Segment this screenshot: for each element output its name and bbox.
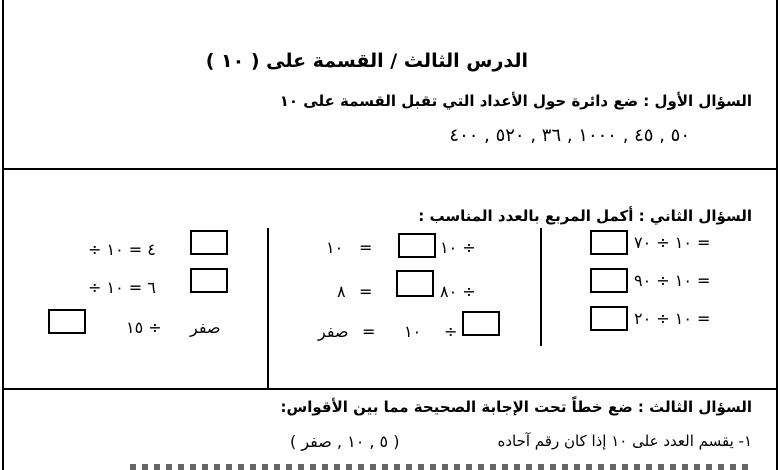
- equation-middle-3-eq: =: [362, 322, 376, 341]
- equation-right-1: = ١٠ ÷ ٧٠: [634, 233, 711, 252]
- column-separator-left: [267, 228, 269, 388]
- answer-box[interactable]: [48, 309, 86, 334]
- equation-left-3-div: ÷ ١٥: [126, 318, 162, 337]
- top-divider: [2, 168, 778, 170]
- answer-box[interactable]: [462, 311, 500, 336]
- question-3-item-1: ١- يقسم العدد على ١٠ إذا كان رقم آحاده: [497, 432, 752, 450]
- left-border: [2, 0, 4, 470]
- equation-middle-1-result: ١٠: [326, 238, 344, 257]
- answer-box[interactable]: [398, 233, 436, 258]
- answer-box[interactable]: [396, 270, 434, 297]
- equation-middle-2-div: ÷ ٨٠: [440, 282, 476, 301]
- answer-box[interactable]: [590, 268, 628, 293]
- equation-middle-3-result: صفر: [318, 322, 349, 341]
- equation-right-3: = ١٠ ÷ ٢٠: [634, 309, 711, 328]
- question-1-numbers: ٥٠ , ٤٥ , ١٠٠٠ , ٣٦ , ٥٢٠ , ٤٠٠: [449, 125, 690, 146]
- equation-middle-1-eq: =: [359, 238, 373, 257]
- equation-middle-3-div: ÷: [444, 322, 458, 341]
- answer-box[interactable]: [590, 306, 628, 331]
- bottom-divider: [2, 388, 778, 390]
- column-separator-right: [540, 228, 542, 346]
- equation-middle-1-div: ÷ ١٠: [440, 238, 476, 257]
- equation-middle-2-eq: =: [359, 282, 373, 301]
- lesson-title: الدرس الثالث / القسمة على ( ١٠ ): [205, 50, 528, 72]
- question-1-heading: السؤال الأول : ضع دائرة حول الأعداد التي تقبل القسمة على ١٠: [279, 92, 752, 110]
- equation-right-2: = ١٠ ÷ ٩٠: [634, 271, 711, 290]
- answer-box[interactable]: [590, 230, 628, 255]
- equation-left-2: ٦ = ١٠ ÷: [88, 278, 156, 297]
- equation-left-1: ٤ = ١٠ ÷: [88, 240, 156, 259]
- answer-box[interactable]: [190, 230, 228, 255]
- answer-box[interactable]: [190, 268, 228, 293]
- question-2-heading: السؤال الثاني : أكمل المربع بالعدد المناسب :: [418, 207, 752, 225]
- right-border: [776, 0, 778, 470]
- equation-middle-2-result: ٨: [337, 282, 346, 301]
- cut-off-next-line: [130, 464, 750, 470]
- question-3-heading: السؤال الثالث : ضع خطاً تحت الإجابة الصحيحة مما بين الأقواس:: [280, 398, 752, 416]
- equation-middle-3-ten: ١٠: [404, 322, 422, 341]
- question-3-item-1-choices: ( ٥ , ١٠ , صفر ): [290, 432, 400, 451]
- equation-left-3-zero: صفر: [190, 318, 221, 337]
